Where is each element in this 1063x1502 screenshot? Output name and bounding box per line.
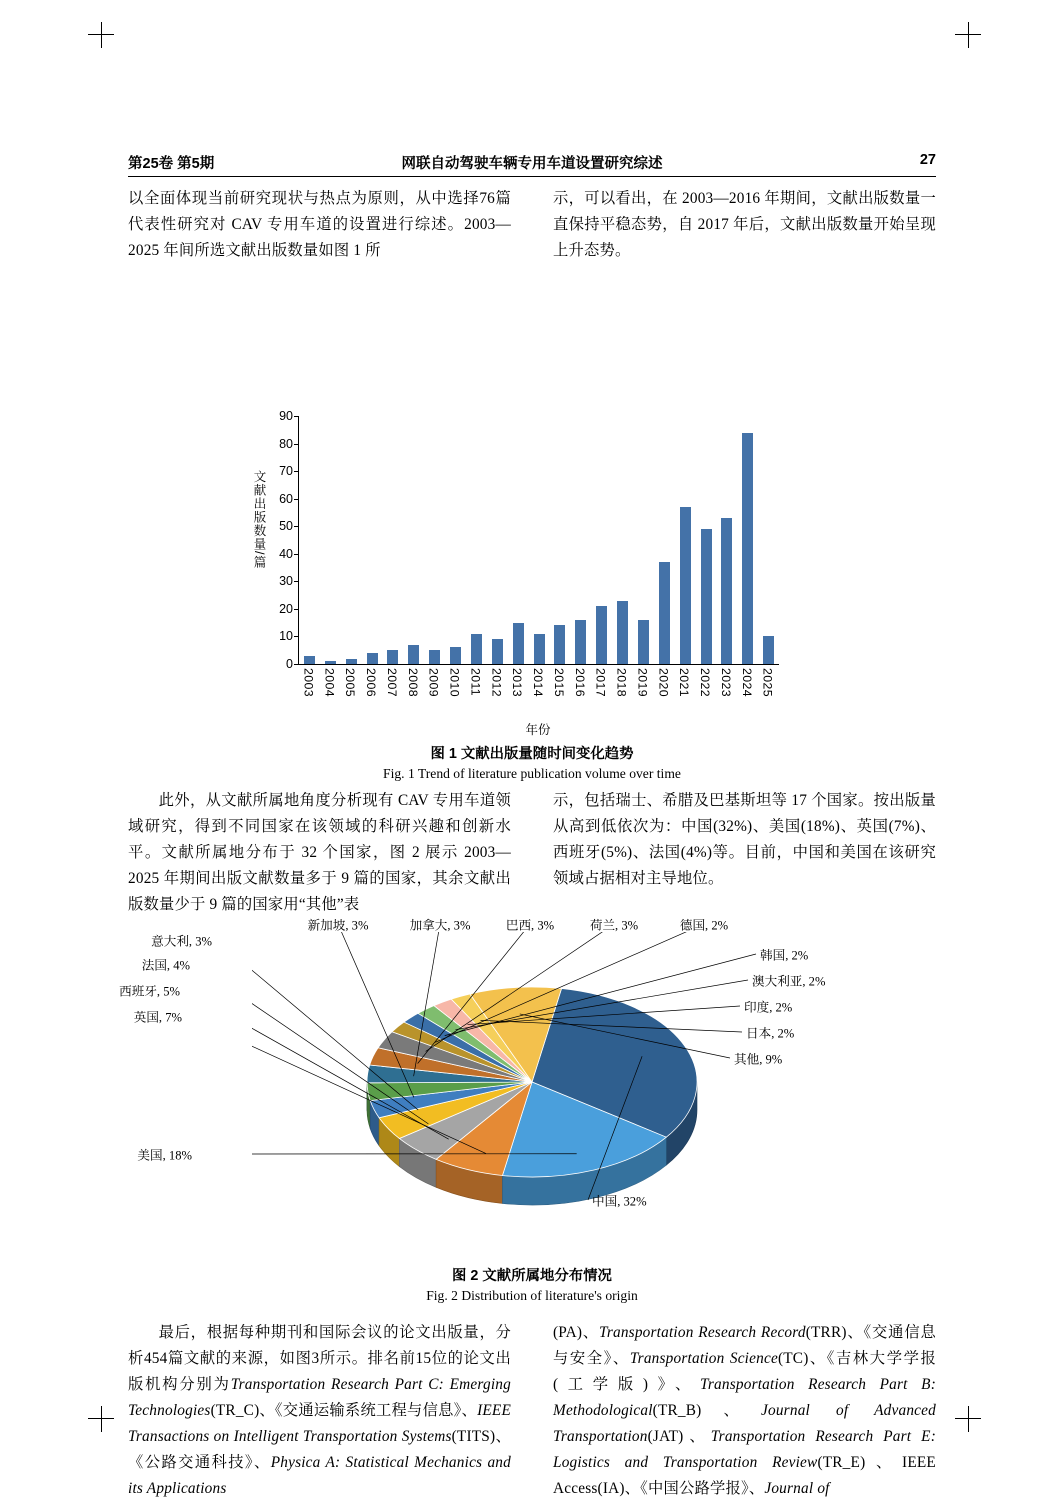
- bar-chart-bar-cell: [445, 416, 466, 664]
- bar-chart-bar: [325, 661, 336, 664]
- crop-mark-bottom-left: [88, 1406, 114, 1432]
- bar-chart-x-tick: [736, 668, 757, 697]
- bar-chart-x-ticks: [298, 668, 778, 697]
- bar-chart-x-tick-label: 2008: [406, 668, 420, 697]
- bar-chart-bar-cell: [362, 416, 383, 664]
- bar-chart-x-tick-label: 2014: [531, 668, 545, 697]
- bar-chart-x-tick: [757, 668, 778, 697]
- pie-slice-label: 加拿大, 3%: [410, 915, 471, 934]
- bar-chart-bar-cell: [487, 416, 508, 664]
- bar-chart-x-tick-label: 2009: [427, 668, 441, 697]
- bar-chart-y-tick-label: 0: [286, 657, 299, 671]
- bar-chart-x-tick-label: 2017: [594, 668, 608, 697]
- bar-chart-bar: [387, 650, 398, 664]
- bar-chart-y-tick-label: 90: [279, 409, 299, 423]
- figure-2-caption-en: Fig. 2 Distribution of literature's origin: [128, 1286, 936, 1306]
- column-left-1: [128, 186, 511, 264]
- running-head: [128, 150, 936, 177]
- bar-chart-bar: [638, 620, 649, 664]
- bar-chart-x-tick: [632, 668, 653, 697]
- bar-chart-bar: [617, 601, 628, 664]
- bar-chart-bar-cell: [758, 416, 779, 664]
- column-right-2: [553, 788, 936, 892]
- pie-slice-label: 西班牙, 5%: [119, 981, 180, 1000]
- bar-chart-bar-cell: [341, 416, 362, 664]
- bar-chart-bar: [429, 650, 440, 664]
- bar-chart-bar: [408, 645, 419, 664]
- pie-slice-label: 韩国, 2%: [760, 945, 808, 964]
- bar-chart-x-tick-label: 2003: [301, 668, 315, 697]
- bar-chart-x-tick-label: 2022: [698, 668, 712, 697]
- p3l-mid2: (TITS)、《公路交通科技》、: [128, 1428, 511, 1471]
- bar-chart-bar-cell: [675, 416, 696, 664]
- p3r-mid4: (JAT)、: [648, 1428, 711, 1445]
- bar-chart-bar: [471, 634, 482, 664]
- bar-chart-bar-cell: [320, 416, 341, 664]
- bar-chart-x-tick: [674, 668, 695, 697]
- bar-chart-bar: [304, 656, 315, 664]
- pie-chart-svg: [252, 932, 812, 1262]
- p3r-it3: Transportation Research Part B: Methodological: [553, 1376, 936, 1419]
- bar-chart-x-tick-label: 2024: [740, 668, 754, 697]
- bar-chart-bar: [596, 606, 607, 664]
- pie-slice-label: 中国, 32%: [592, 1191, 647, 1210]
- crop-mark-top-right: [955, 22, 981, 48]
- p3r-mid2: (TC)、《吉林大学学报(工学版)》、: [553, 1350, 936, 1393]
- bar-chart-bar-cell: [591, 416, 612, 664]
- p3r-pre: (PA)、: [553, 1324, 599, 1341]
- bar-chart-x-tick: [590, 668, 611, 697]
- bar-chart-x-tick-label: 2025: [761, 668, 775, 697]
- bar-chart-bar: [575, 620, 586, 664]
- p3r-mid3: (TR_B)、: [653, 1402, 761, 1419]
- figure-1-caption-en: Fig. 1 Trend of literature publication volume over time: [128, 764, 936, 784]
- column-right-3: [553, 1320, 936, 1502]
- bar-chart-x-tick: [361, 668, 382, 697]
- p3r-mid1: (TRR)、《交通信息与安全》、: [553, 1324, 936, 1367]
- paragraph-3-right: [553, 1320, 936, 1502]
- bar-chart-x-tick-label: 2016: [573, 668, 587, 697]
- bar-chart-bar: [554, 625, 565, 664]
- bar-chart-bar: [701, 529, 712, 664]
- figure-2-caption-cn: 图 2 文献所属地分布情况: [128, 1266, 936, 1286]
- bar-chart-bar-cell: [550, 416, 571, 664]
- bar-chart-x-tick: [444, 668, 465, 697]
- bar-chart-x-tick-label: 2005: [343, 668, 357, 697]
- bar-chart-x-tick-label: 2015: [552, 668, 566, 697]
- bar-chart-x-tick: [486, 668, 507, 697]
- bar-chart-y-tick-label: 10: [279, 629, 299, 643]
- bar-chart-y-tick-label: 30: [279, 574, 299, 588]
- p3r-it5: Transportation Research Part E: Logistics and Transportation Review: [553, 1428, 936, 1471]
- p3l-it1: Transportation Research Part C: Emerging Technologies: [128, 1376, 511, 1419]
- pie-slice-label: 法国, 4%: [142, 955, 190, 974]
- bar-chart-bar: [721, 518, 732, 664]
- p3l-it3: Physica A: Statistical Mechanics and its Applications: [128, 1454, 511, 1497]
- paragraph-3-left: [128, 1320, 511, 1502]
- bar-chart-x-tick: [465, 668, 486, 697]
- pie-slice-label: 荷兰, 3%: [590, 915, 638, 934]
- bar-chart-bar: [450, 647, 461, 664]
- bar-chart-bar: [492, 639, 503, 664]
- bar-chart-plot-area: [298, 416, 779, 665]
- p3r-it1: Transportation Research Record: [599, 1324, 806, 1341]
- bar-chart-bar: [534, 634, 545, 664]
- pie-slice-label: 巴西, 3%: [506, 915, 554, 934]
- p3l-mid1: (TR_C)、《交通运输系统工程与信息》、: [211, 1402, 477, 1419]
- figure-1-caption: [128, 744, 936, 784]
- p3l-it2: IEEE Transactions on Intelligent Transportation Systems: [128, 1402, 511, 1445]
- pie-slice-label: 印度, 2%: [744, 997, 792, 1016]
- bar-chart-x-tick: [716, 668, 737, 697]
- bar-chart-bar-cell: [633, 416, 654, 664]
- bar-chart-x-tick-label: 2013: [510, 668, 524, 697]
- bar-chart-x-tick-label: 2020: [656, 668, 670, 697]
- pie-chart: [128, 932, 936, 1262]
- bar-chart-bar-cell: [403, 416, 424, 664]
- bar-chart-bar-cell: [612, 416, 633, 664]
- pie-slice-label: 德国, 2%: [680, 915, 728, 934]
- bar-chart-y-tick-label: 70: [279, 464, 299, 478]
- bar-chart-bar-cell: [654, 416, 675, 664]
- bar-chart-x-tick-label: 2019: [635, 668, 649, 697]
- bar-chart-x-tick-label: 2023: [719, 668, 733, 697]
- bar-chart-x-tick-label: 2006: [364, 668, 378, 697]
- p3r-it6: Journal of: [764, 1480, 829, 1497]
- crop-mark-top-left: [88, 22, 114, 48]
- bar-chart-x-tick-label: 2007: [385, 668, 399, 697]
- bar-chart-bar-cell: [696, 416, 717, 664]
- pie-slice-label: 意大利, 3%: [151, 931, 212, 950]
- bar-chart-x-tick: [507, 668, 528, 697]
- bar-chart-y-tick-label: 20: [279, 602, 299, 616]
- bar-chart-bar-cell: [570, 416, 591, 664]
- bar-chart-x-tick: [298, 668, 319, 697]
- bar-chart-bar: [346, 659, 357, 665]
- bar-chart-y-tick-label: 50: [279, 519, 299, 533]
- figure-2-caption: [128, 1266, 936, 1306]
- bar-chart-y-tick-label: 40: [279, 547, 299, 561]
- column-right-1: [553, 186, 936, 264]
- bar-chart-x-tick: [528, 668, 549, 697]
- pie-slice-label: 美国, 18%: [137, 1145, 192, 1164]
- bar-chart-bars: [299, 416, 779, 664]
- bar-chart-y-tick-mark: [294, 664, 299, 665]
- pie-slice-label: 澳大利亚, 2%: [752, 971, 825, 990]
- figure-2: [128, 932, 936, 1306]
- bar-chart-y-axis-label: 文献出版数量/篇: [250, 470, 268, 569]
- bar-chart: [252, 410, 812, 740]
- pie-slice-label: 日本, 2%: [746, 1023, 794, 1042]
- bar-chart-bar: [367, 653, 378, 664]
- bar-chart-bar-cell: [299, 416, 320, 664]
- pie-slice-label: 新加坡, 3%: [308, 915, 369, 934]
- bar-chart-bar: [659, 562, 670, 664]
- p3r-it4: Journal of Advanced Transportation: [553, 1402, 936, 1445]
- p3r-mid5: (TR_E)、IEEE Access(IA)、《中国公路学报》、: [553, 1454, 936, 1497]
- paragraph-2-right: 示，包括瑞士、希腊及巴基斯坦等 17 个国家。按出版量从高到低依次为：中国(32%)、美国(18%)、英国(7%)、西班牙(5%)、法国(4%)等。目前，中国和美国在该研究领域占据相对主导地位。: [553, 788, 936, 892]
- running-head-volume: 第25卷 第5期: [128, 152, 214, 173]
- page-content: [128, 150, 936, 436]
- figure-1: [128, 410, 936, 784]
- bar-chart-y-tick-label: 80: [279, 437, 299, 451]
- page-number: 27: [920, 152, 936, 168]
- text-block-1: [128, 186, 936, 436]
- bar-chart-x-tick-label: 2012: [489, 668, 503, 697]
- bar-chart-bar-cell: [383, 416, 404, 664]
- bar-chart-x-tick-label: 2010: [448, 668, 462, 697]
- bar-chart-x-tick: [340, 668, 361, 697]
- p3l-pre: 最后，根据每种期刊和国际会议的论文出版量，分析454篇文献的来源，如图3所示。排名前15位的论文出版机构分别为: [128, 1324, 511, 1393]
- bar-chart-x-tick: [695, 668, 716, 697]
- bar-chart-x-tick-label: 2004: [322, 668, 336, 697]
- p3r-it2: Transportation Science: [630, 1350, 778, 1367]
- bar-chart-y-tick-label: 60: [279, 492, 299, 506]
- bar-chart-x-tick: [402, 668, 423, 697]
- crop-mark-bottom-right: [955, 1406, 981, 1432]
- pie-slice-label: 英国, 7%: [134, 1007, 182, 1026]
- bar-chart-bar: [513, 623, 524, 664]
- bar-chart-bar-cell: [508, 416, 529, 664]
- bar-chart-x-tick: [611, 668, 632, 697]
- bar-chart-bar-cell: [529, 416, 550, 664]
- column-left-2: [128, 788, 511, 918]
- column-left-3: [128, 1320, 511, 1502]
- bar-chart-x-tick-label: 2021: [677, 668, 691, 697]
- bar-chart-x-tick: [423, 668, 444, 697]
- bar-chart-bar-cell: [737, 416, 758, 664]
- bar-chart-x-tick: [319, 668, 340, 697]
- bar-chart-x-tick: [653, 668, 674, 697]
- bar-chart-x-tick: [549, 668, 570, 697]
- bar-chart-x-axis-label: 年份: [298, 720, 778, 738]
- bar-chart-bar: [742, 433, 753, 664]
- bar-chart-bar-cell: [717, 416, 738, 664]
- bar-chart-x-tick: [382, 668, 403, 697]
- paragraph-1-left: 以全面体现当前研究现状与热点为原则，从中选择76篇代表性研究对 CAV 专用车道的设置进行综述。2003—2025 年间所选文献出版数量如图 1 所: [128, 186, 511, 264]
- bar-chart-bar: [680, 507, 691, 664]
- paragraph-1-right: 示，可以看出，在 2003—2016 年期间，文献出版数量一直保持平稳态势，自 2017 年后，文献出版数量开始呈现上升态势。: [553, 186, 936, 264]
- bar-chart-bar: [763, 636, 774, 664]
- pie-slice-label: 其他, 9%: [734, 1049, 782, 1068]
- bar-chart-x-tick-label: 2018: [615, 668, 629, 697]
- bar-chart-x-tick-label: 2011: [468, 668, 482, 697]
- bar-chart-bar-cell: [466, 416, 487, 664]
- running-head-title: 网联自动驾驶车辆专用车道设置研究综述: [128, 152, 936, 173]
- paragraph-2-left: 此外，从文献所属地角度分析现有 CAV 专用车道领域研究，得到不同国家在该领域的科研兴趣和创新水平。文献所属地分布于 32 个国家，图 2 展示 2003—2025 年期间出版文献数量多于 9 篇的国家，其余文献出版数量少于 9 篇的国家用“其他”表: [128, 788, 511, 918]
- figure-1-caption-cn: 图 1 文献出版量随时间变化趋势: [128, 744, 936, 764]
- bar-chart-x-tick: [569, 668, 590, 697]
- bar-chart-bar-cell: [424, 416, 445, 664]
